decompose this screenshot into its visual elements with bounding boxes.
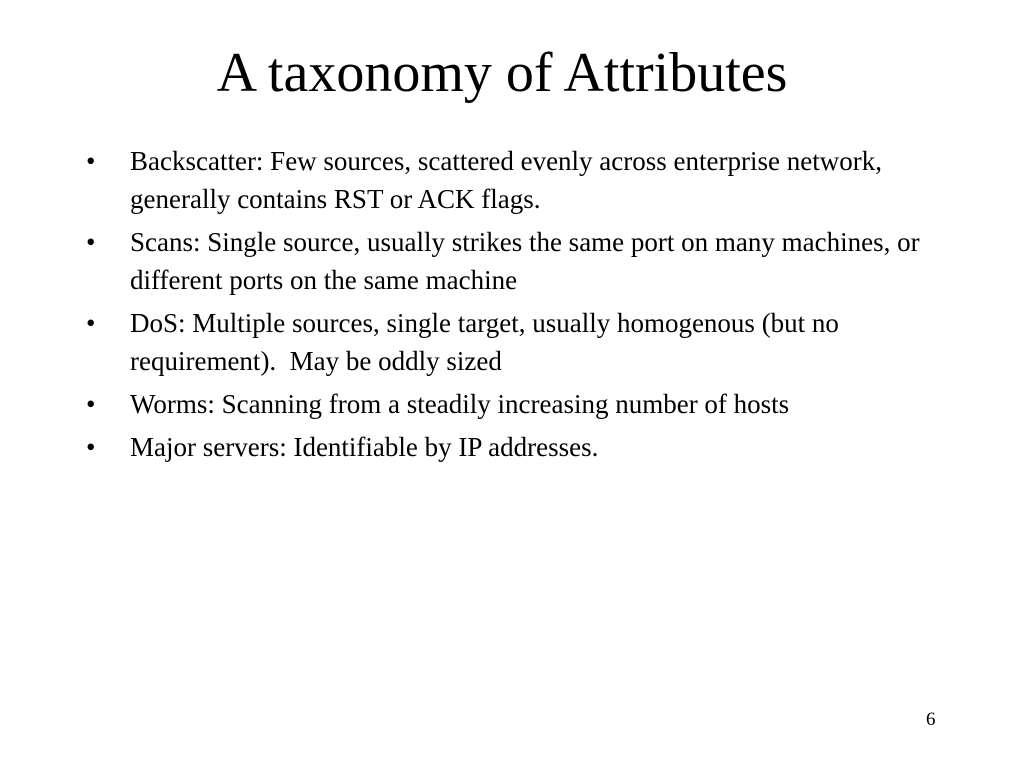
bullet-item-worms: [86, 385, 966, 423]
slide-title: A taxonomy of Attributes: [216, 42, 788, 104]
bullet-item-scans: [86, 223, 966, 299]
bullet-item-dos: [86, 304, 966, 380]
bullet-text: Scans: Single source, usually strikes the same port on many machines, or different ports on the same machine: [130, 227, 927, 295]
bullet-icon: •: [86, 308, 96, 338]
bullet-text: DoS: Multiple sources, single target, usually homogenous (but no requirement). May be oddly sized: [130, 308, 846, 376]
bullet-text: Major servers: Identifiable by IP addresses.: [130, 432, 599, 462]
bullet-text: Worms: Scanning from a steadily increasing number of hosts: [130, 389, 790, 419]
bullet-icon: •: [86, 227, 96, 257]
bullet-icon: •: [86, 146, 96, 176]
bullet-list: [86, 142, 966, 471]
bullet-item-backscatter: [86, 142, 966, 218]
bullet-text: Backscatter: Few sources, scattered evenly across enterprise network, generally contains RST or ACK flags.: [130, 146, 889, 214]
bullet-icon: •: [86, 389, 96, 419]
bullet-icon: •: [86, 432, 96, 462]
bullet-item-major-servers: [86, 428, 966, 466]
page-number: 6: [926, 709, 936, 730]
